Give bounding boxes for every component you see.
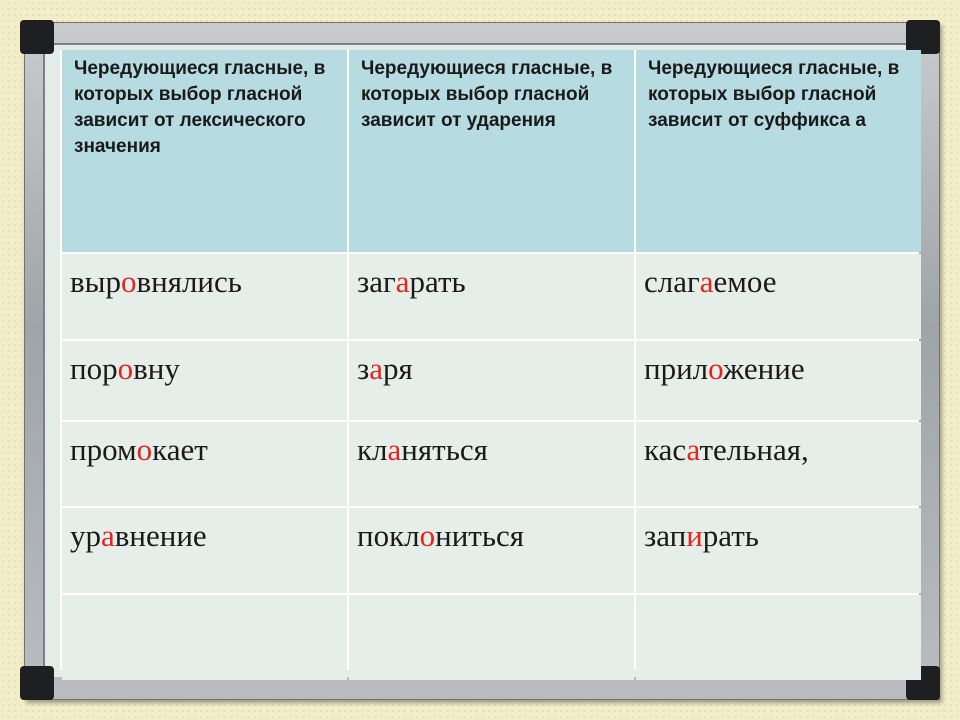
highlighted-vowel: а [686, 432, 700, 467]
word-cell: уравнение [62, 508, 347, 593]
highlighted-vowel: а [395, 264, 410, 299]
word-cell: загарать [349, 254, 634, 339]
highlighted-vowel: о [117, 351, 134, 386]
header-stress: Чередующиеся гласные, в которых выбор гласной зависит от ударения [349, 50, 634, 252]
header-lexical-meaning: Чередующиеся гласные, в которых выбор гласной зависит от лексического значения [62, 50, 347, 252]
word-cell: выровнялись [62, 254, 347, 339]
word-cell: касательная, [636, 422, 921, 506]
word-cell: слагаемое [636, 254, 921, 339]
highlighted-vowel: о [120, 264, 137, 299]
alternating-vowels-table [60, 50, 919, 670]
highlighted-vowel: о [419, 518, 436, 553]
highlighted-vowel: и [686, 518, 703, 553]
frame-corner-bottom-left [20, 666, 54, 700]
empty-cell [349, 595, 634, 680]
highlighted-vowel: а [101, 518, 115, 553]
word-cell: поклониться [349, 508, 634, 593]
highlighted-vowel: о [708, 351, 723, 386]
frame-corner-top-right [906, 20, 940, 54]
word-cell: приложение [636, 341, 921, 420]
highlighted-vowel: а [387, 432, 402, 467]
word-cell: запирать [636, 508, 921, 593]
word-cell: кланяться [349, 422, 634, 506]
word-cell: заря [349, 341, 634, 420]
header-suffix-a: Чередующиеся гласные, в которых выбор гласной зависит от суффикса а [636, 50, 921, 252]
word-cell: поровну [62, 341, 347, 420]
frame-corner-top-left [20, 20, 54, 54]
word-cell: промокает [62, 422, 347, 506]
highlighted-vowel: а [699, 264, 714, 299]
empty-cell [62, 595, 347, 680]
highlighted-vowel: а [369, 351, 384, 386]
empty-cell [636, 595, 921, 680]
highlighted-vowel: о [136, 432, 153, 467]
